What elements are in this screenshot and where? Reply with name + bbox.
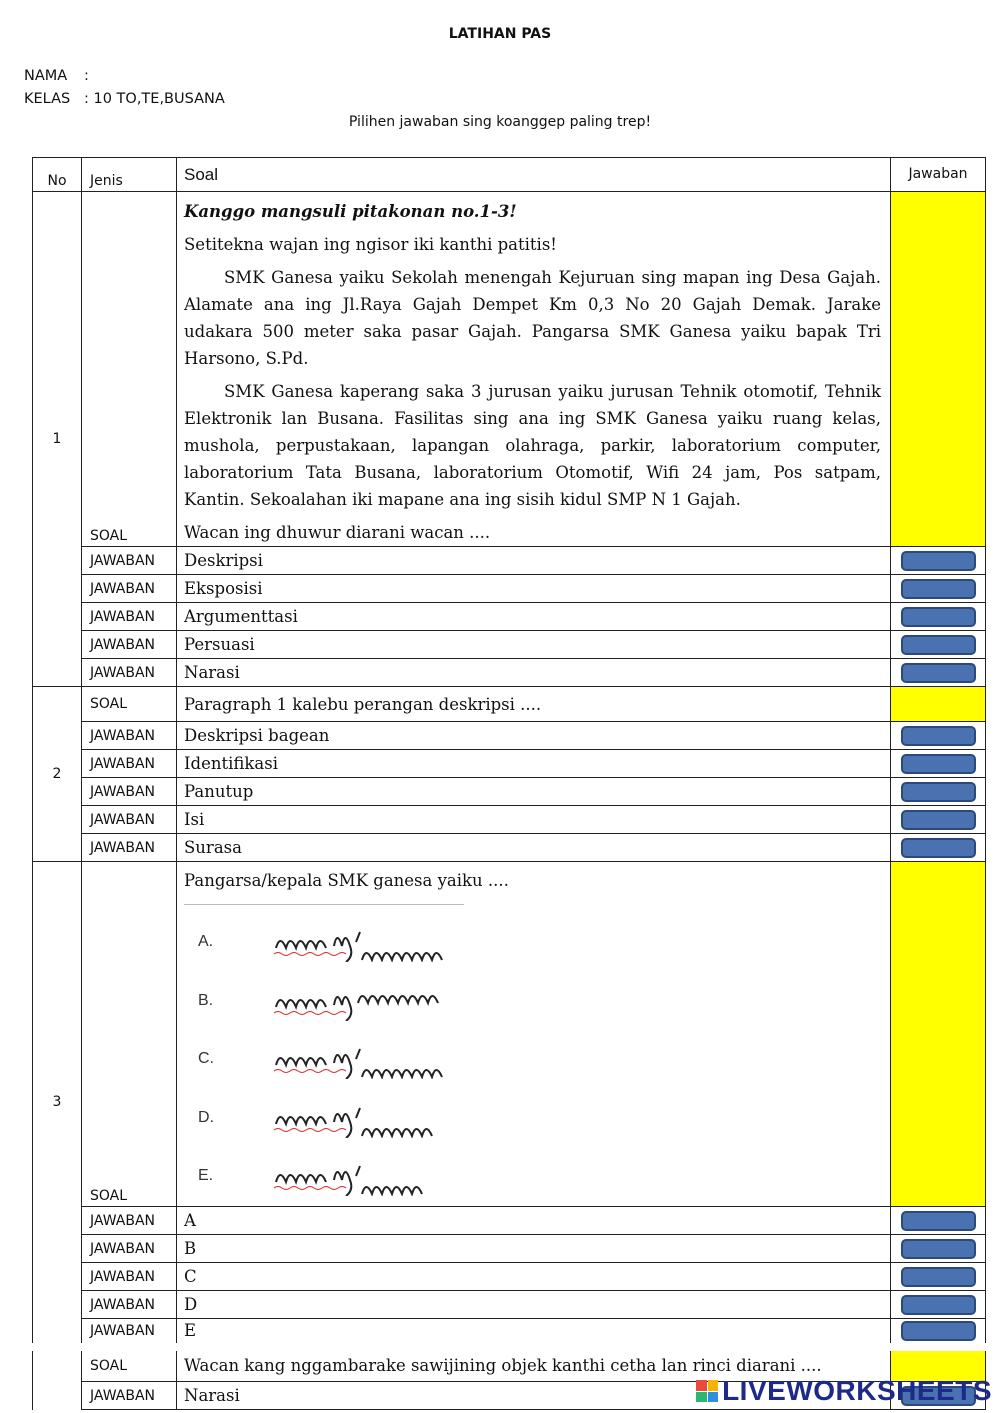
logo-icon: [696, 1380, 718, 1402]
answer-row: [33, 834, 986, 862]
type-label-jawaban: JAWABAN: [82, 722, 177, 750]
answer-select-button[interactable]: [901, 579, 976, 599]
option-item: [184, 1147, 881, 1206]
passage-heading: Kanggo mangsuli pitakonan no.1-3!: [184, 202, 517, 221]
type-label-soal: SOAL: [82, 687, 177, 722]
answer-option-text: E: [177, 1319, 891, 1347]
answer-select-button[interactable]: [901, 810, 976, 830]
javanese-script-image: [272, 981, 462, 1021]
type-label-jawaban: JAWABAN: [82, 1235, 177, 1263]
question-row: [33, 192, 986, 547]
answer-row: [33, 778, 986, 806]
type-label-jawaban: JAWABAN: [82, 1263, 177, 1291]
option-letter: D.: [198, 1108, 214, 1126]
option-letter: A.: [198, 933, 214, 951]
answer-row: [33, 1263, 986, 1291]
type-label-soal: SOAL: [82, 862, 177, 1207]
class-label: KELAS: [24, 91, 71, 107]
name-label: NAMA: [24, 68, 68, 84]
type-label-jawaban: JAWABAN: [82, 750, 177, 778]
answer-row: [33, 722, 986, 750]
option-item: [184, 913, 881, 972]
answer-select-button[interactable]: [901, 838, 976, 858]
answer-select-button[interactable]: [901, 551, 976, 571]
answer-select-button[interactable]: [901, 1321, 976, 1341]
option-letter: E.: [198, 1167, 214, 1185]
divider: [184, 904, 464, 905]
question-text: Wacan kang nggambarake sawijining objek kanthi cetha lan rinci diarani ....: [177, 1347, 891, 1382]
watermark-text: LIVEWORKSHEETS: [722, 1375, 992, 1406]
passage-paragraph: SMK Ganesa kaperang saka 3 jurusan yaiku jurusan Tehnik otomotif, Tehnik Elektronik lan Busana. Fasilitas sing ana ing SMK Ganesa yaiku ruang kelas, mushola, perpustakaan, lapangan olahraga, parkir, laboratorium computer, laboratorium Tata Busana, laboratorium Otomotif, Wifi 24 jam, Pos satpam, Kantin. Sekoalahan iki mapane ana ing sisih kidul SMP N 1 Gajah.: [184, 382, 881, 509]
type-label-jawaban: JAWABAN: [82, 631, 177, 659]
type-label-jawaban: JAWABAN: [82, 806, 177, 834]
table-header-row: [33, 158, 986, 192]
answer-row: [33, 750, 986, 778]
answer-row: [33, 547, 986, 575]
option-item: [184, 1030, 881, 1089]
answer-option-text: Deskripsi bagean: [177, 722, 891, 750]
answer-select-button[interactable]: [901, 607, 976, 627]
answer-row: [33, 659, 986, 687]
answer-option-text: Narasi: [177, 659, 891, 687]
name-value: :: [84, 68, 89, 84]
page-title: LATIHAN PAS: [448, 26, 552, 42]
type-label-jawaban: JAWABAN: [82, 778, 177, 806]
option-letter: B.: [198, 991, 214, 1009]
type-label-jawaban: JAWABAN: [82, 659, 177, 687]
answer-select-button[interactable]: [901, 1211, 976, 1231]
answer-row: [33, 1291, 986, 1319]
liveworksheets-logo: [696, 1375, 992, 1407]
type-label-jawaban: JAWABAN: [82, 1382, 177, 1410]
worksheet-table: [32, 157, 986, 1410]
option-letter: C.: [198, 1050, 214, 1068]
answer-drop-area[interactable]: [891, 192, 986, 547]
question-cell: [177, 862, 891, 1207]
answer-option-text: Identifikasi: [177, 750, 891, 778]
reading-passage: [184, 198, 881, 546]
type-label-jawaban: JAWABAN: [82, 1319, 177, 1347]
question-number: 2: [33, 687, 82, 862]
question-cell: [177, 192, 891, 547]
type-label-jawaban: JAWABAN: [82, 575, 177, 603]
answer-select-button[interactable]: [901, 1295, 976, 1315]
javanese-script-image: [272, 922, 462, 962]
javanese-script-image: [272, 1156, 462, 1196]
answer-row: [33, 1319, 986, 1347]
javanese-script-image: [272, 1098, 462, 1138]
answer-option-text: Argumenttasi: [177, 603, 891, 631]
answer-option-text: Eksposisi: [177, 575, 891, 603]
option-item: [184, 1089, 881, 1148]
answer-option-text: Isi: [177, 806, 891, 834]
question-text: Paragraph 1 kalebu perangan deskripsi ....: [177, 687, 891, 722]
type-label-jawaban: JAWABAN: [82, 1291, 177, 1319]
type-label-soal: SOAL: [82, 1347, 177, 1382]
answer-select-button[interactable]: [901, 754, 976, 774]
class-value: : 10 TO,TE,BUSANA: [84, 91, 225, 107]
javanese-script-image: [272, 1039, 462, 1079]
answer-option-text: Panutup: [177, 778, 891, 806]
answer-option-text: Deskripsi: [177, 547, 891, 575]
answer-select-button[interactable]: [901, 782, 976, 802]
type-label-jawaban: JAWABAN: [82, 603, 177, 631]
answer-select-button[interactable]: [901, 1267, 976, 1287]
answer-option-text: Surasa: [177, 834, 891, 862]
option-item: [184, 972, 881, 1031]
passage-paragraph: SMK Ganesa yaiku Sekolah menengah Kejuruan sing mapan ing Desa Gajah. Alamate ana ing Jl.Raya Gajah Dempet Km 0,3 No 20 Gajah Demak. Jarake udakara 500 meter saka pasar Gajah. Pangarsa SMK Ganesa yaiku bapak Tri Harsono, S.Pd.: [184, 268, 881, 368]
answer-select-button[interactable]: [901, 635, 976, 655]
passage-intro: Setitekna wajan ing ngisor iki kanthi patitis!: [184, 235, 557, 254]
answer-option-text: C: [177, 1263, 891, 1291]
answer-row: [33, 1235, 986, 1263]
answer-option-text: D: [177, 1291, 891, 1319]
type-label-soal: SOAL: [82, 192, 177, 547]
answer-option-text: B: [177, 1235, 891, 1263]
instruction-text: Pilihen jawaban sing koanggep paling trep!: [348, 114, 652, 130]
answer-option-text: Persuasi: [177, 631, 891, 659]
question-number: [33, 1347, 82, 1410]
column-header-no: No: [33, 158, 82, 192]
question-text: Wacan ing dhuwur diarani wacan ....: [184, 523, 491, 542]
answer-row: [33, 603, 986, 631]
answer-option-text: A: [177, 1207, 891, 1235]
answer-row: [33, 631, 986, 659]
type-label-jawaban: JAWABAN: [82, 547, 177, 575]
column-header-soal: Soal: [177, 158, 891, 192]
answer-option-text: Narasi: [177, 1382, 891, 1410]
answer-select-button[interactable]: [901, 726, 976, 746]
type-label-jawaban: JAWABAN: [82, 834, 177, 862]
question-text: Pangarsa/kepala SMK ganesa yaiku ....: [184, 871, 509, 890]
question-row: [33, 687, 986, 722]
answer-drop-area[interactable]: [891, 687, 986, 722]
answer-row: [33, 806, 986, 834]
type-label-jawaban: JAWABAN: [82, 1207, 177, 1235]
answer-row: [33, 1207, 986, 1235]
answer-select-button[interactable]: [901, 663, 976, 683]
answer-select-button[interactable]: [901, 1239, 976, 1259]
answer-row: [33, 575, 986, 603]
question-row: [33, 862, 986, 1207]
column-header-jawaban: Jawaban: [891, 158, 986, 192]
column-header-jenis: Jenis: [82, 158, 177, 192]
answer-drop-area[interactable]: [891, 862, 986, 1207]
question-number: 3: [33, 862, 82, 1347]
question-number: 1: [33, 192, 82, 687]
